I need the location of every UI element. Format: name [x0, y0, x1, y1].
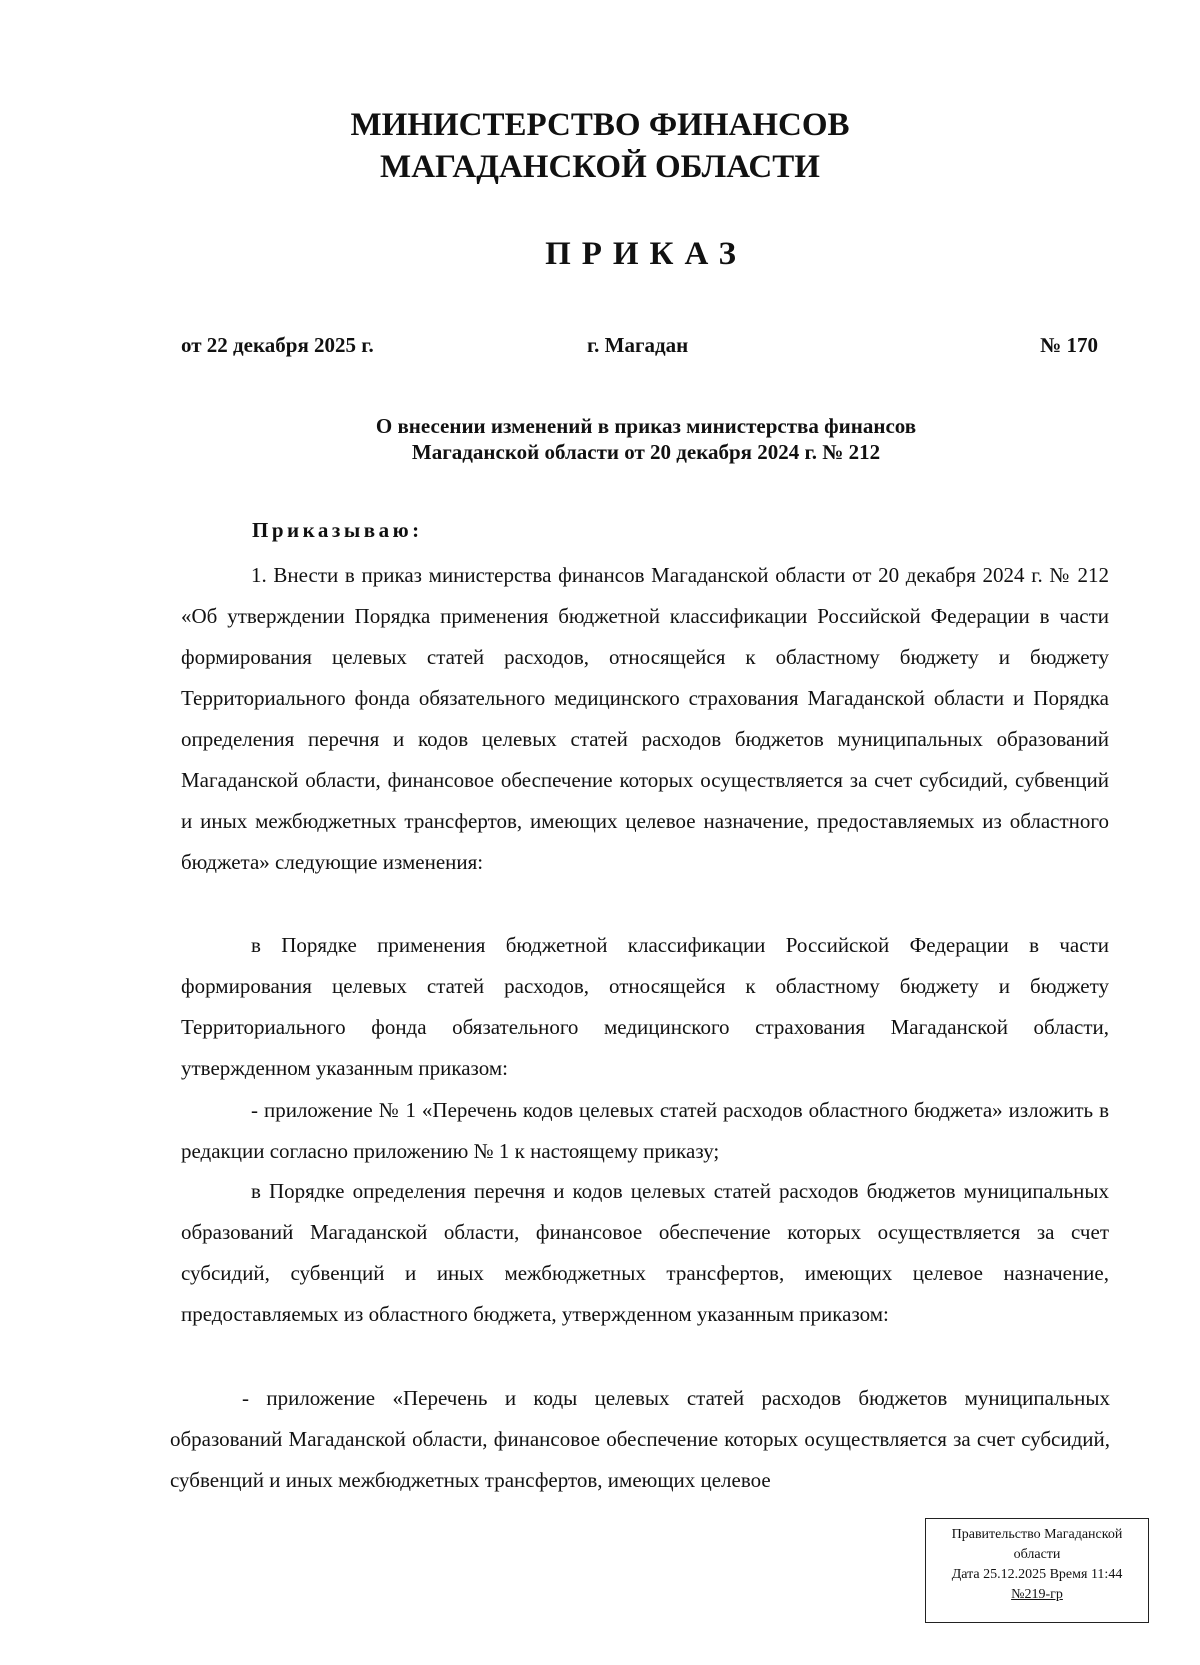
stamp-line4: №219-гр: [1011, 1587, 1063, 1602]
paragraph-text: - приложение «Перечень и коды целевых статей расходов бюджетов муниципальных образований Магаданской области, финансовое обеспечение которых осуществляется за счет субсидий, субвенций и иных межбюджетных трансфертов, имеющих целевое: [170, 1386, 1110, 1492]
order-number: № 170: [1040, 333, 1098, 357]
order-subject: [0, 413, 1200, 465]
ministry-title: [0, 104, 1200, 188]
stamp-line3: Дата 25.12.2025 Время 11:44: [951, 1567, 1123, 1582]
paragraph-text: - приложение № 1 «Перечень кодов целевых статей расходов областного бюджета» изложить в редакции согласно приложению № 1 к настоящему приказу;: [181, 1098, 1109, 1163]
document-type-heading: ПРИКАЗ: [545, 236, 747, 272]
paragraph-text: в Порядке определения перечня и кодов целевых статей расходов бюджетов муниципальных образований Магаданской области, финансовое обеспечение которых осуществляется за счет субсидий, субвенций и иных межбюджетных трансфертов, имеющих целевое назначение, предоставляемых из областного бюджета, утвержденном указанным приказом:: [181, 1179, 1109, 1326]
ministry-title-line2: МАГАДАНСКОЙ ОБЛАСТИ: [380, 149, 820, 185]
body-paragraph-1: [181, 555, 1109, 883]
order-subject-line1: О внесении изменений в приказ министерства финансов: [375, 414, 917, 438]
body-paragraph-5: [170, 1378, 1110, 1501]
ministry-title-line1: МИНИСТЕРСТВО ФИНАНСОВ: [350, 107, 850, 143]
order-date: от 22 декабря 2025 г.: [181, 333, 374, 357]
paragraph-text: 1. Внести в приказ министерства финансов Магаданской области от 20 декабря 2024 г. № 212 «Об утверждении Порядка применения бюджетной классификации Российской Федерации в части формирования целевых статей расходов, относящейся к областному бюджету и бюджету Территориального фонда обязательного медицинского страхования Магаданской области и Порядка определения перечня и кодов целевых статей расходов бюджетов муниципальных образований Магаданской области, финансовое обеспечение которых осуществляется за счет субсидий, субвенций и иных межбюджетных трансфертов, имеющих целевое назначение, предоставляемых из областного бюджета» следующие изменения:: [181, 563, 1109, 874]
directive-heading: Приказываю:: [252, 518, 423, 542]
body-paragraph-2: [181, 925, 1109, 1089]
order-subject-line2: Магаданской области от 20 декабря 2024 г. № 212: [411, 440, 881, 464]
stamp-line2: области: [1013, 1547, 1061, 1562]
paragraph-text: в Порядке применения бюджетной классификации Российской Федерации в части формирования целевых статей расходов, относящейся к областному бюджету и бюджету Территориального фонда обязательного медицинского страхования Магаданской области, утвержденном указанным приказом:: [181, 933, 1109, 1080]
body-paragraph-3: [181, 1090, 1109, 1172]
body-paragraph-4: [181, 1171, 1109, 1335]
order-city: г. Магадан: [587, 333, 689, 357]
stamp-line1: Правительство Магаданской: [951, 1527, 1123, 1542]
registration-stamp: [925, 1518, 1149, 1623]
